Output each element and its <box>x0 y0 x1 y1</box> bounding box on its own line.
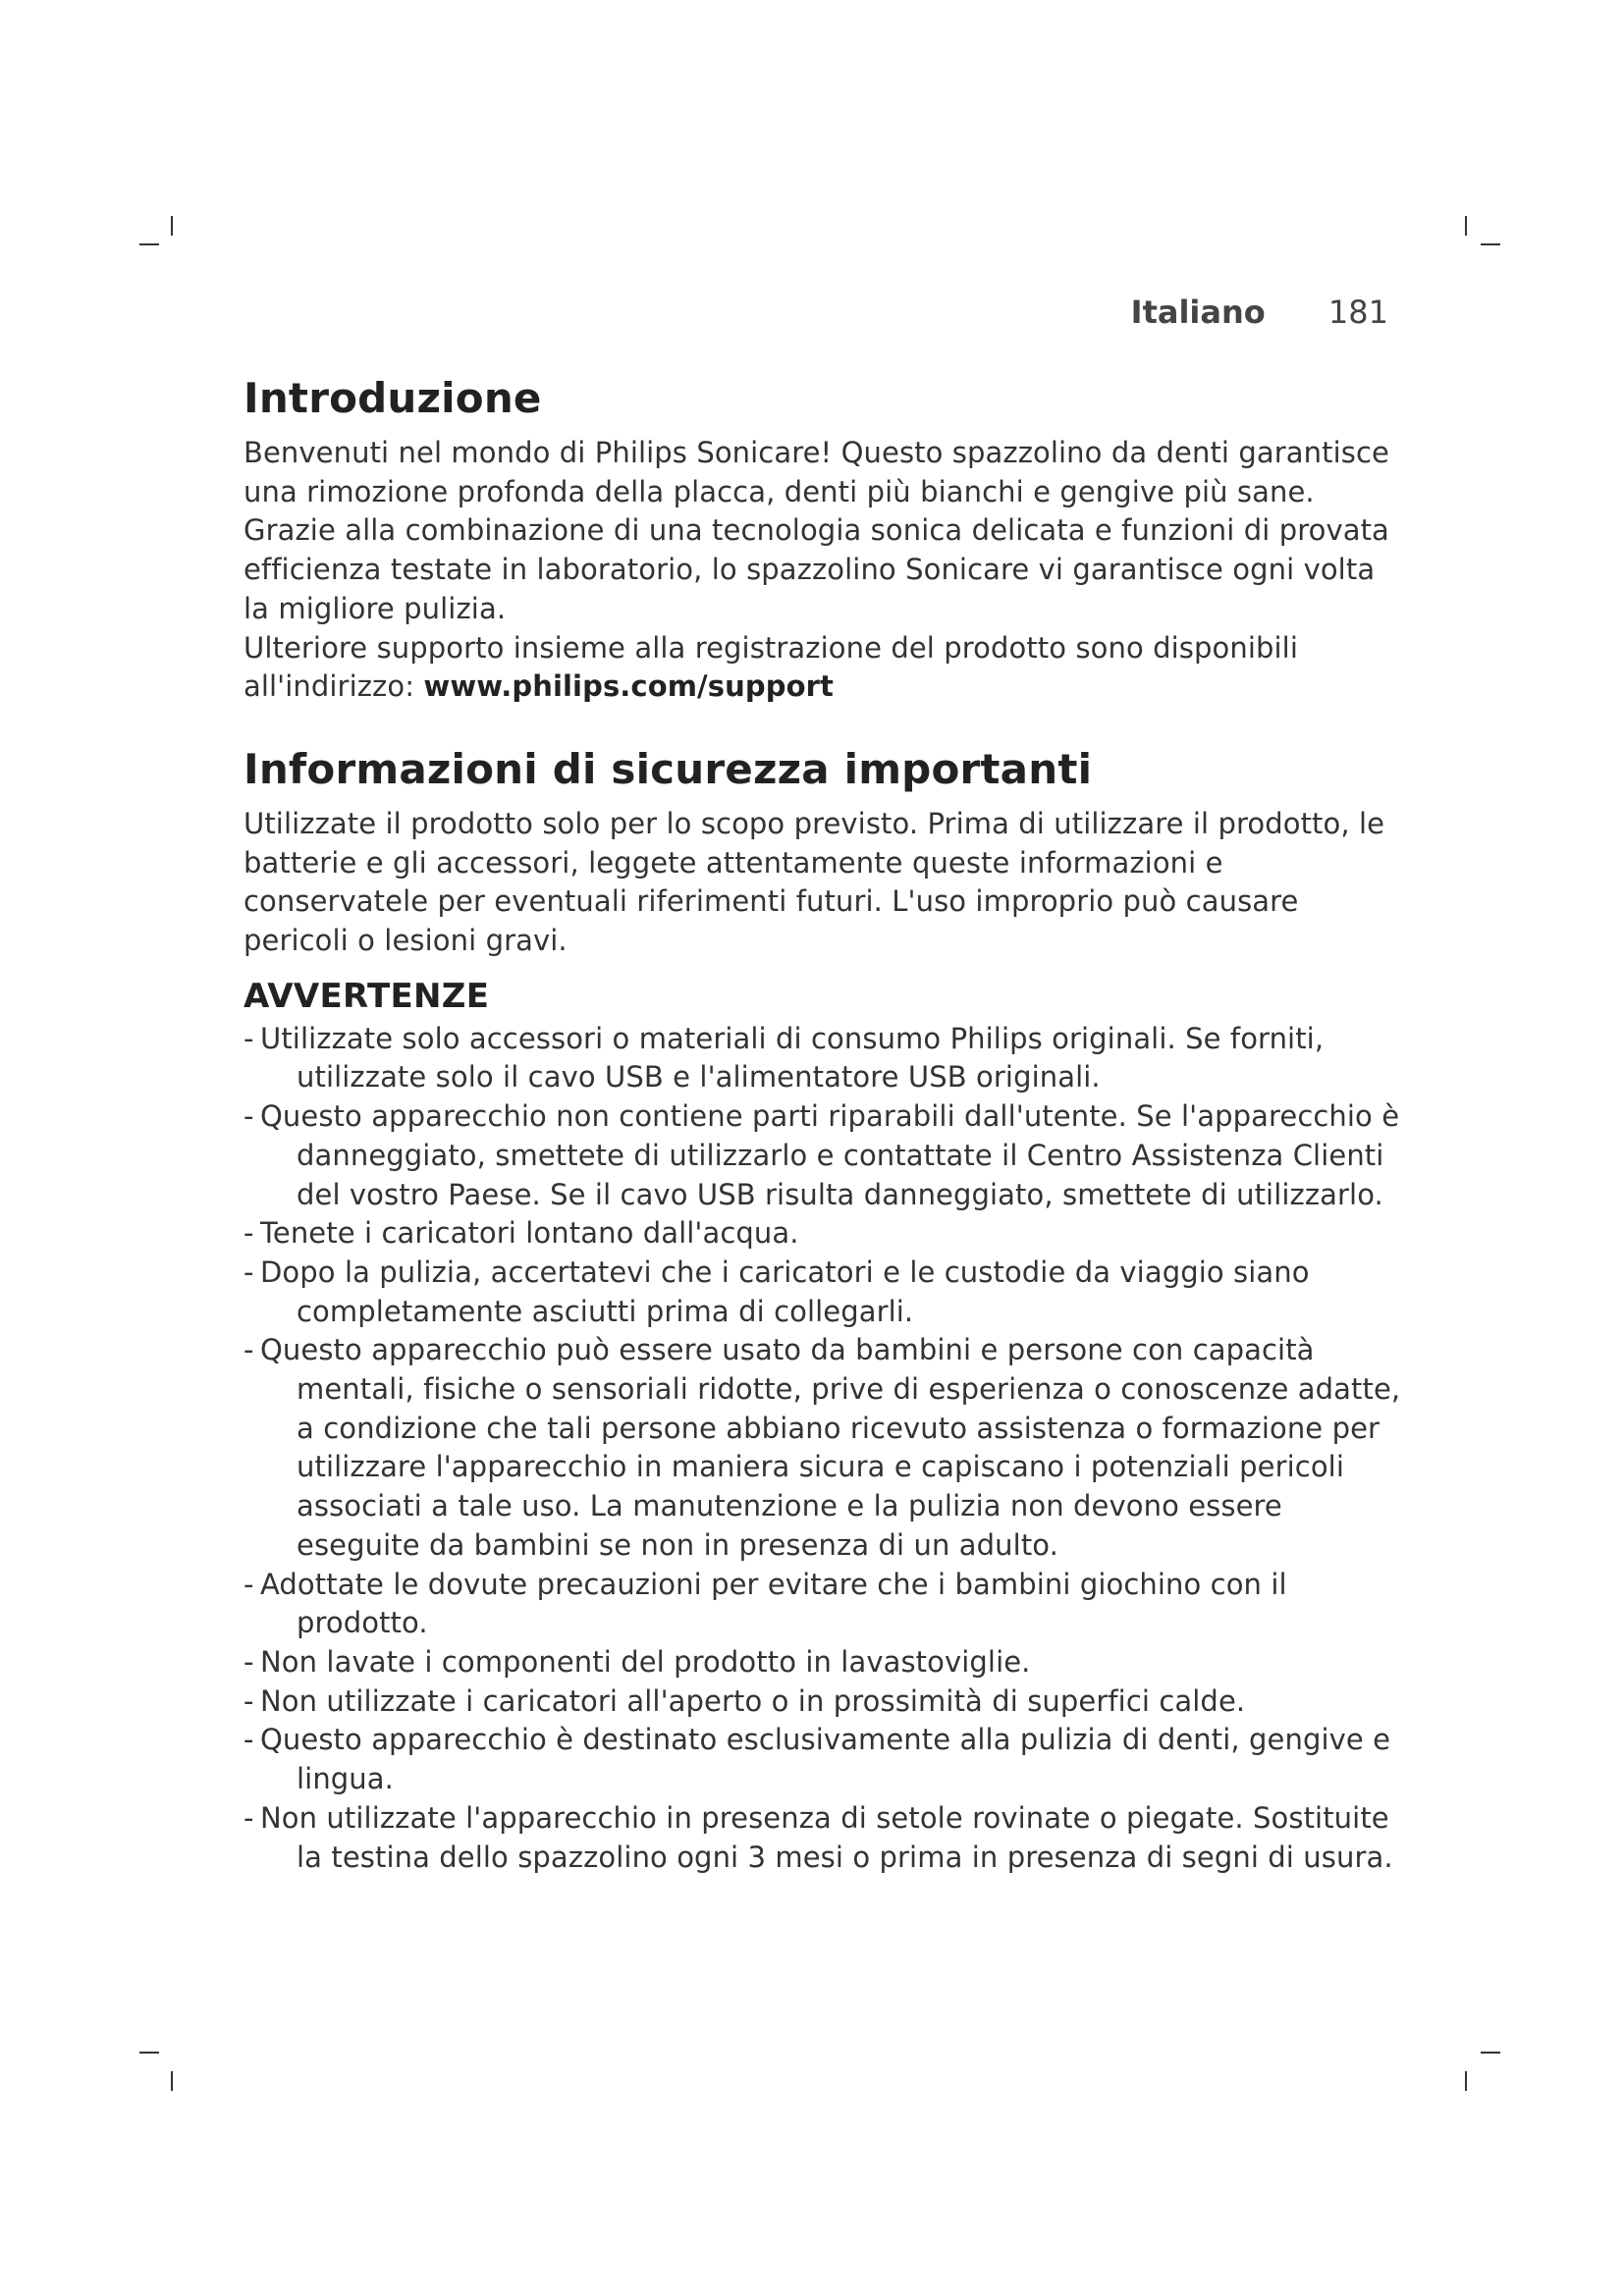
safety-title: Informazioni di sicurezza importanti <box>244 744 1093 793</box>
bullet-dash: - <box>244 1683 254 1718</box>
warnings-list <box>244 1020 1402 1877</box>
crop-mark-top-right-h <box>1481 243 1500 245</box>
warning-item <box>244 1097 1402 1214</box>
warning-item <box>244 1566 1402 1643</box>
warning-text: Non utilizzate i caricatori all'aperto o in prossimità di superfici calde. <box>260 1683 1246 1718</box>
warning-item <box>244 1331 1402 1565</box>
bullet-dash: - <box>244 1644 254 1679</box>
crop-mark-top-right-v <box>1465 216 1467 236</box>
warning-text: Non lavate i componenti del prodotto in lavastoviglie. <box>260 1644 1031 1679</box>
crop-mark-bottom-right-h <box>1481 2052 1500 2054</box>
warning-item <box>244 1254 1402 1331</box>
warning-text: Questo apparecchio può essere usato da bambini e persone con capacità mentali, fisiche o sensoriali ridotte, prive di esperienza o conoscenze adatte, a condizione che tali persone abbiano ricevuto assistenza o formazione per utilizzare l'apparecchio in maniera sicura e capiscano i potenziali pericoli associati a tale uso. La manutenzione e la pulizia non devono essere eseguite da bambini se non in presenza di un adulto. <box>260 1333 1401 1562</box>
warning-text: Questo apparecchio è destinato esclusivamente alla pulizia di denti, gengive e lingua. <box>260 1723 1391 1796</box>
warning-item <box>244 1799 1402 1877</box>
page-header <box>1131 293 1388 332</box>
bullet-dash: - <box>244 1723 254 1757</box>
bullet-dash: - <box>244 1800 254 1835</box>
bullet-dash: - <box>244 1333 254 1367</box>
warning-text: Utilizzate solo accessori o materiali di consumo Philips originali. Se forniti, utilizzate solo il cavo USB e l'alimentatore USB originali. <box>260 1021 1325 1095</box>
warning-text: Questo apparecchio non contiene parti riparabili dall'utente. Se l'apparecchio è danneggiato, smettete di utilizzarlo e contattate il Centro Assistenza Clienti del vostro Paese. Se il cavo USB risulta danneggiato, smettete di utilizzarlo. <box>260 1099 1400 1211</box>
bullet-dash: - <box>244 1099 254 1134</box>
safety-paragraph: Utilizzate il prodotto solo per lo scopo previsto. Prima di utilizzare il prodotto, le batterie e gli accessori, leggete attentamente queste informazioni e conservatele per eventuali riferimenti futuri. L'uso improprio può causare pericoli o lesioni gravi. <box>244 806 1385 958</box>
page-number: 181 <box>1327 294 1388 331</box>
warning-item <box>244 1214 1402 1254</box>
intro-section <box>244 371 1402 707</box>
warnings-section <box>244 975 1402 1877</box>
crop-mark-top-left-v <box>171 216 173 236</box>
intro-title: Introduzione <box>244 374 542 422</box>
support-text: Ulteriore supporto insieme alla registrazione del prodotto sono disponibili all'indirizzo: <box>244 630 1298 704</box>
warning-text: Tenete i caricatori lontano dall'acqua. <box>260 1216 799 1251</box>
support-paragraph <box>244 629 1402 707</box>
bullet-dash: - <box>244 1255 254 1289</box>
warning-text: Dopo la pulizia, accertatevi che i caricatori e le custodie da viaggio siano completamente asciutti prima di collegarli. <box>260 1255 1310 1328</box>
safety-section <box>244 742 1402 961</box>
warning-text: Adottate le dovute precauzioni per evitare che i bambini giochino con il prodotto. <box>260 1567 1287 1640</box>
bullet-dash: - <box>244 1216 254 1251</box>
intro-paragraph: Benvenuti nel mondo di Philips Sonicare! Questo spazzolino da denti garantisce una rimozione profonda della placca, denti più bianchi e gengive più sane. Grazie alla combinazione di una tecnologia sonica delicata e funzioni di provata efficienza testate in laboratorio, lo spazzolino Sonicare vi garantisce ogni volta la migliore pulizia. <box>244 436 1389 625</box>
crop-mark-top-left-h <box>139 243 159 245</box>
support-url-link[interactable]: www.philips.com/support <box>423 669 834 704</box>
warning-text: Non utilizzate l'apparecchio in presenza di setole rovinate o piegate. Sostituite la testina dello spazzolino ogni 3 mesi o prima in presenza di segni di usura. <box>260 1800 1393 1874</box>
warning-item <box>244 1682 1402 1722</box>
crop-mark-bottom-right-v <box>1465 2071 1467 2091</box>
header-language: Italiano <box>1130 294 1266 331</box>
bullet-dash: - <box>244 1021 254 1055</box>
warning-item <box>244 1721 1402 1798</box>
crop-mark-bottom-left-h <box>139 2052 159 2054</box>
crop-mark-bottom-left-v <box>171 2071 173 2091</box>
warnings-title: AVVERTENZE <box>244 976 490 1016</box>
warning-item <box>244 1643 1402 1682</box>
page-content <box>244 371 1402 1877</box>
warning-item <box>244 1020 1402 1097</box>
bullet-dash: - <box>244 1567 254 1601</box>
